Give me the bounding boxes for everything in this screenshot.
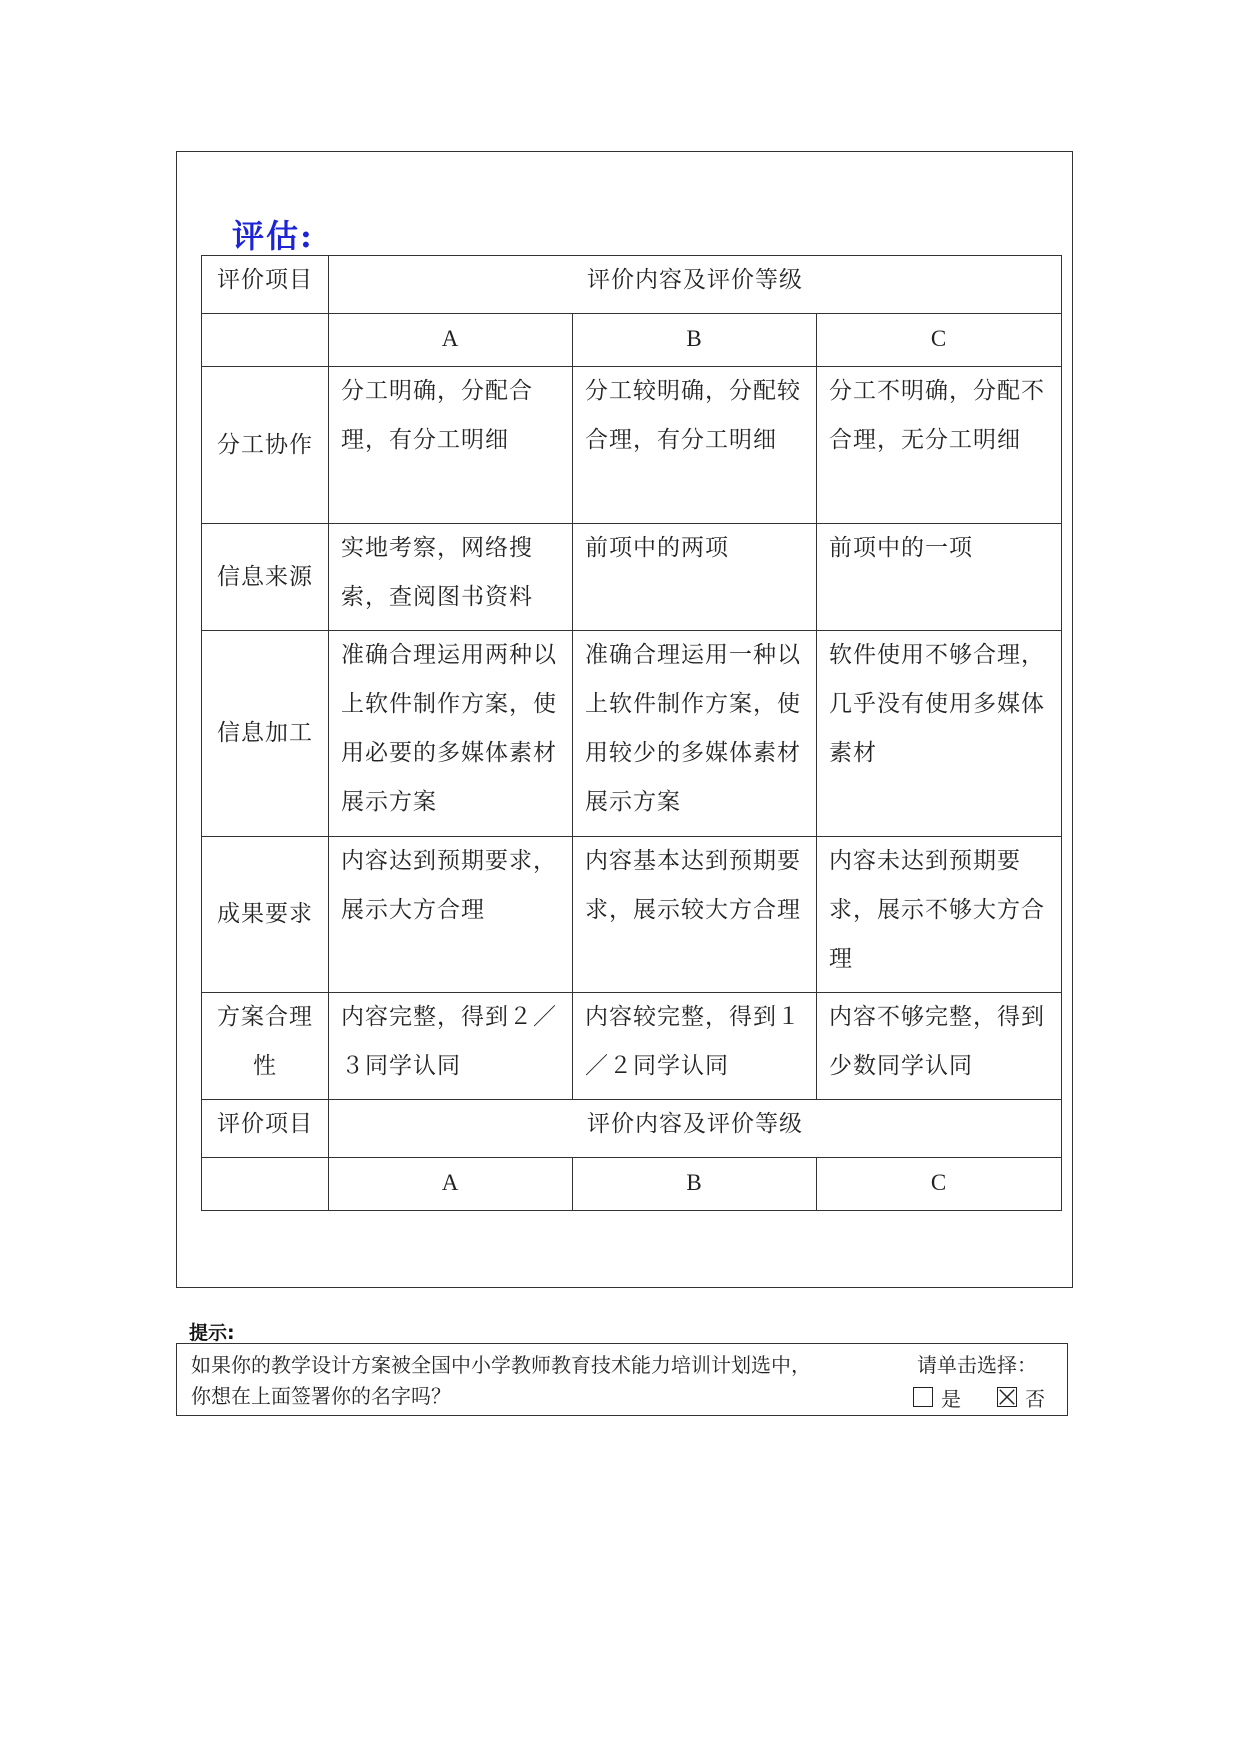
no-checkbox[interactable] (997, 1387, 1017, 1407)
tip-question-line: 如果你的教学设计方案被全国中小学教师教育技术能力培训计划选中， (191, 1353, 811, 1377)
table-row (202, 524, 1062, 631)
criteria-cell: 分工不明确，分配不合理，无分工明细 (817, 367, 1062, 524)
criteria-cell: 内容基本达到预期要求，展示较大方合理 (573, 837, 817, 993)
criteria-cell: 内容不够完整，得到少数同学认同 (817, 993, 1062, 1100)
yes-checkbox[interactable] (913, 1387, 933, 1407)
criteria-cell: 分工较明确，分配较合理，有分工明细 (573, 367, 817, 524)
header-content-cell: 评价内容及评价等级 (329, 256, 1062, 314)
footer-content-cell: 评价内容及评价等级 (329, 1100, 1062, 1158)
footer-item-cell: 评价项目 (202, 1100, 329, 1158)
footer-grade-c-cell: C (817, 1158, 1062, 1211)
criteria-cell: 内容达到预期要求，展示大方合理 (329, 837, 573, 993)
tip-box (176, 1343, 1068, 1416)
criteria-cell: 内容未达到预期要求，展示不够大方合理 (817, 837, 1062, 993)
header-item-cell: 评价项目 (202, 256, 329, 314)
table-row (202, 837, 1062, 993)
section-heading: 评估: (232, 217, 314, 255)
tip-question (191, 1350, 891, 1412)
no-label: 否 (1025, 1386, 1045, 1411)
criteria-cell: 内容较完整，得到１／２同学认同 (573, 993, 817, 1100)
criteria-cell: 前项中的两项 (573, 524, 817, 631)
footer-grade-row (202, 1158, 1062, 1211)
row-item-cell: 分工协作 (202, 367, 329, 524)
grade-c-cell: C (817, 314, 1062, 367)
table-footer-header-row (202, 1100, 1062, 1158)
criteria-cell: 软件使用不够合理，几乎没有使用多媒体素材 (817, 631, 1062, 837)
select-prompt: 请单击选择： (917, 1353, 1037, 1377)
rubric-table (201, 255, 1062, 1211)
criteria-cell: 实地考察，网络搜索，查阅图书资料 (329, 524, 573, 631)
criteria-cell: 内容完整，得到２／３同学认同 (329, 993, 573, 1100)
criteria-cell: 分工明确，分配合理，有分工明细 (329, 367, 573, 524)
table-header-row (202, 256, 1062, 314)
criteria-cell: 前项中的一项 (817, 524, 1062, 631)
row-item-cell: 信息来源 (202, 524, 329, 631)
checkmark-x-icon (998, 1388, 1016, 1406)
row-item-cell: 信息加工 (202, 631, 329, 837)
table-row (202, 993, 1062, 1100)
yes-label: 是 (941, 1386, 961, 1411)
tip-label: 提示: (189, 1322, 235, 1344)
criteria-cell: 准确合理运用一种以上软件制作方案，使用较少的多媒体素材展示方案 (573, 631, 817, 837)
grade-b-cell: B (573, 314, 817, 367)
row-item-cell: 方案合理性 (202, 993, 329, 1100)
footer-grade-b-cell: B (573, 1158, 817, 1211)
table-row (202, 631, 1062, 837)
grade-a-cell: A (329, 314, 573, 367)
grade-blank-cell (202, 314, 329, 367)
criteria-cell: 准确合理运用两种以上软件制作方案，使用必要的多媒体素材展示方案 (329, 631, 573, 837)
row-item-cell: 成果要求 (202, 837, 329, 993)
tip-question-line: 你想在上面签署你的名字吗？ (191, 1384, 451, 1408)
grade-row (202, 314, 1062, 367)
footer-grade-a-cell: A (329, 1158, 573, 1211)
grade-blank-cell (202, 1158, 329, 1211)
choice-group (913, 1382, 1045, 1412)
table-row (202, 367, 1062, 524)
